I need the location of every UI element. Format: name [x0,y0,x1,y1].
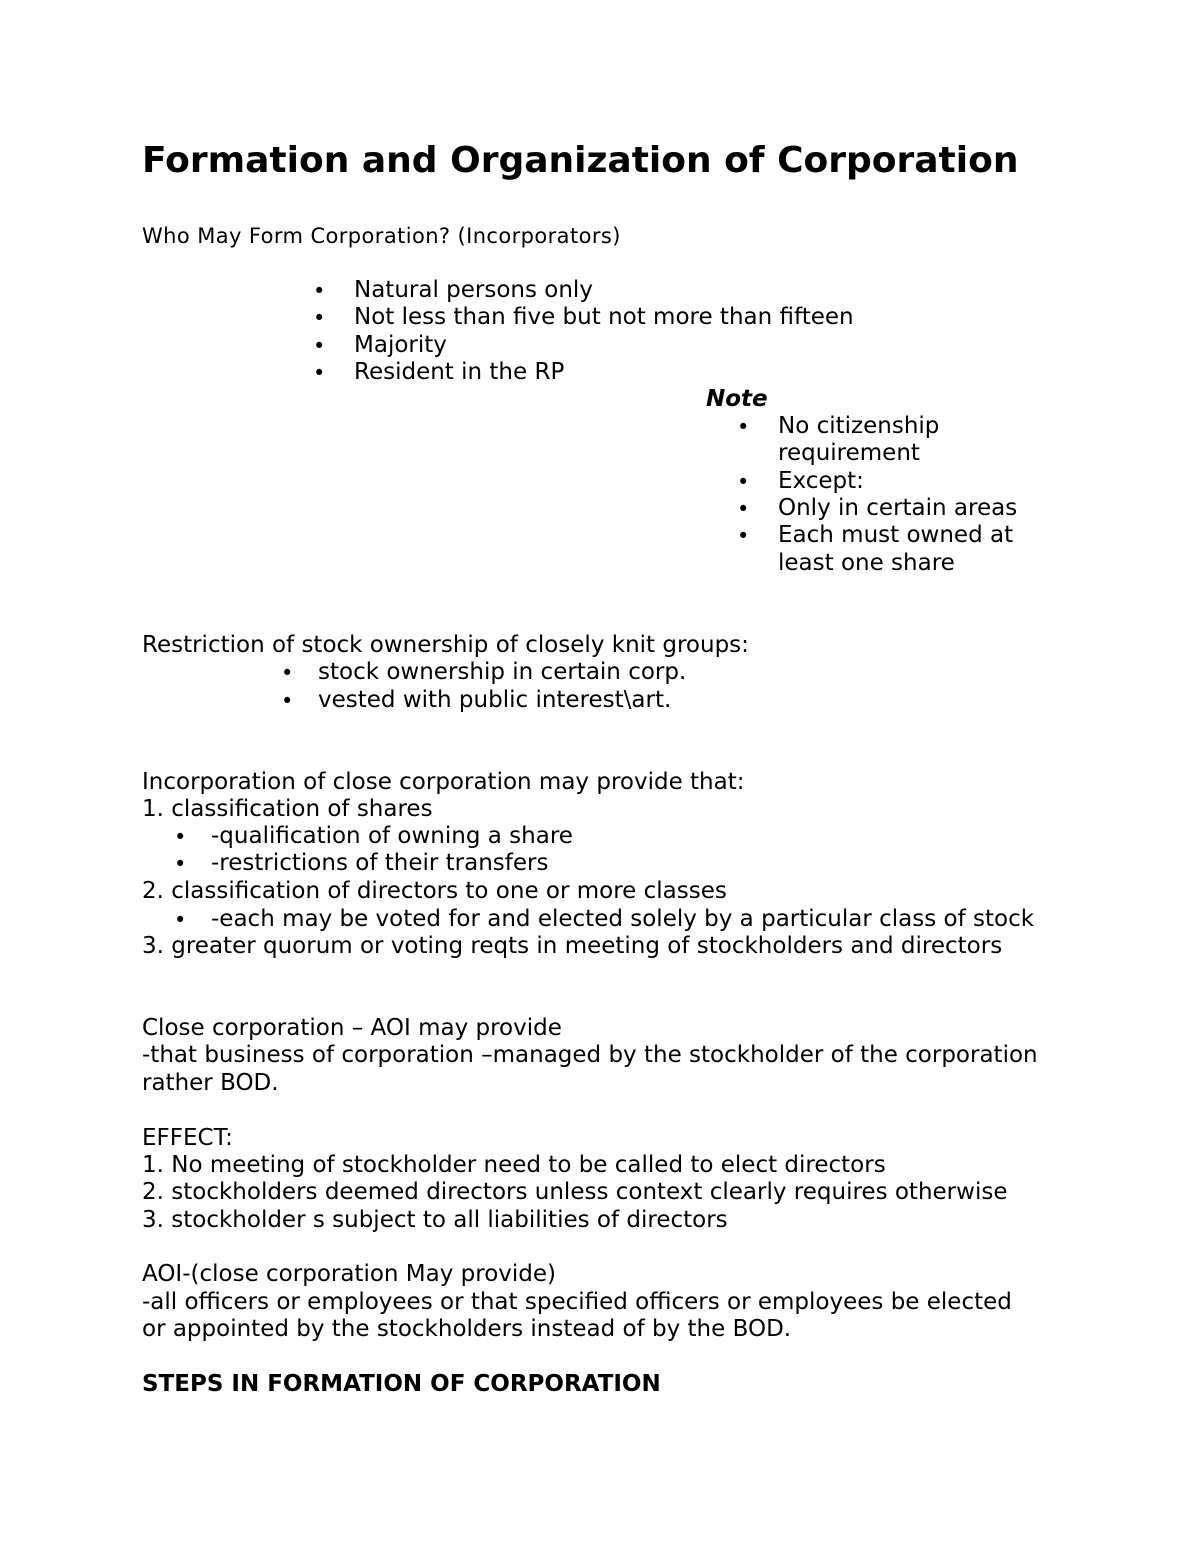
list-item: -restrictions of their transfers [211,850,549,876]
bullet-icon [174,824,186,851]
list-item: vested with public interest\art. [318,687,672,713]
list-item: Only in certain areas [778,495,1018,521]
bullet-icon [174,907,186,934]
bullet-icon [281,660,293,687]
list-item: Each must owned at [778,522,1014,548]
paragraph-line: -that business of corporation –managed by the stockholder of the corporation [142,1042,1038,1068]
list-item: No citizenship [778,413,940,439]
who-may-form-heading: Who May Form Corporation? (Incorporators) [142,224,621,248]
list-item: Resident in the RP [354,359,565,385]
close-corp-heading: Close corporation – AOI may provide [142,1015,562,1041]
numbered-item: 2. stockholders deemed directors unless context clearly requires otherwise [142,1179,1008,1205]
paragraph-line: -all officers or employees or that specified officers or employees be elected [142,1289,1012,1315]
steps-heading: STEPS IN FORMATION OF CORPORATION [142,1371,661,1397]
bullet-icon [313,305,325,332]
aoi-heading: AOI-(close corporation May provide) [142,1261,557,1287]
list-item-continuation: requirement [778,440,920,466]
bullet-icon [281,688,293,715]
bullet-icon [737,469,749,496]
list-item-continuation: least one share [778,550,955,576]
bullet-icon [737,496,749,523]
numbered-item: 3. greater quorum or voting reqts in meeting of stockholders and directors [142,933,1003,959]
list-item: Except: [778,468,864,494]
bullet-icon [313,360,325,387]
list-item: stock ownership in certain corp. [318,659,687,685]
note-heading: Note [706,386,768,412]
list-item: Majority [354,332,447,358]
bullet-icon [313,333,325,360]
bullet-icon [313,278,325,305]
bullet-icon [174,851,186,878]
list-item: -qualification of owning a share [211,823,573,849]
page-title: Formation and Organization of Corporation [142,140,1019,181]
numbered-item: 3. stockholder s subject to all liabilities of directors [142,1207,728,1233]
paragraph-line: or appointed by the stockholders instead of by the BOD. [142,1316,792,1342]
restriction-heading: Restriction of stock ownership of closely knit groups: [142,632,749,658]
list-item: Natural persons only [354,277,593,303]
numbered-item: 2. classification of directors to one or more classes [142,878,727,904]
list-item: Not less than five but not more than fifteen [354,304,854,330]
bullet-icon [737,523,749,550]
paragraph-line: rather BOD. [142,1070,279,1096]
numbered-item: 1. No meeting of stockholder need to be called to elect directors [142,1152,886,1178]
effect-heading: EFFECT: [142,1125,233,1151]
numbered-item: 1. classification of shares [142,796,433,822]
incorporation-heading: Incorporation of close corporation may provide that: [142,769,745,795]
list-item: -each may be voted for and elected solely by a particular class of stock [211,906,1035,932]
bullet-icon [737,414,749,441]
